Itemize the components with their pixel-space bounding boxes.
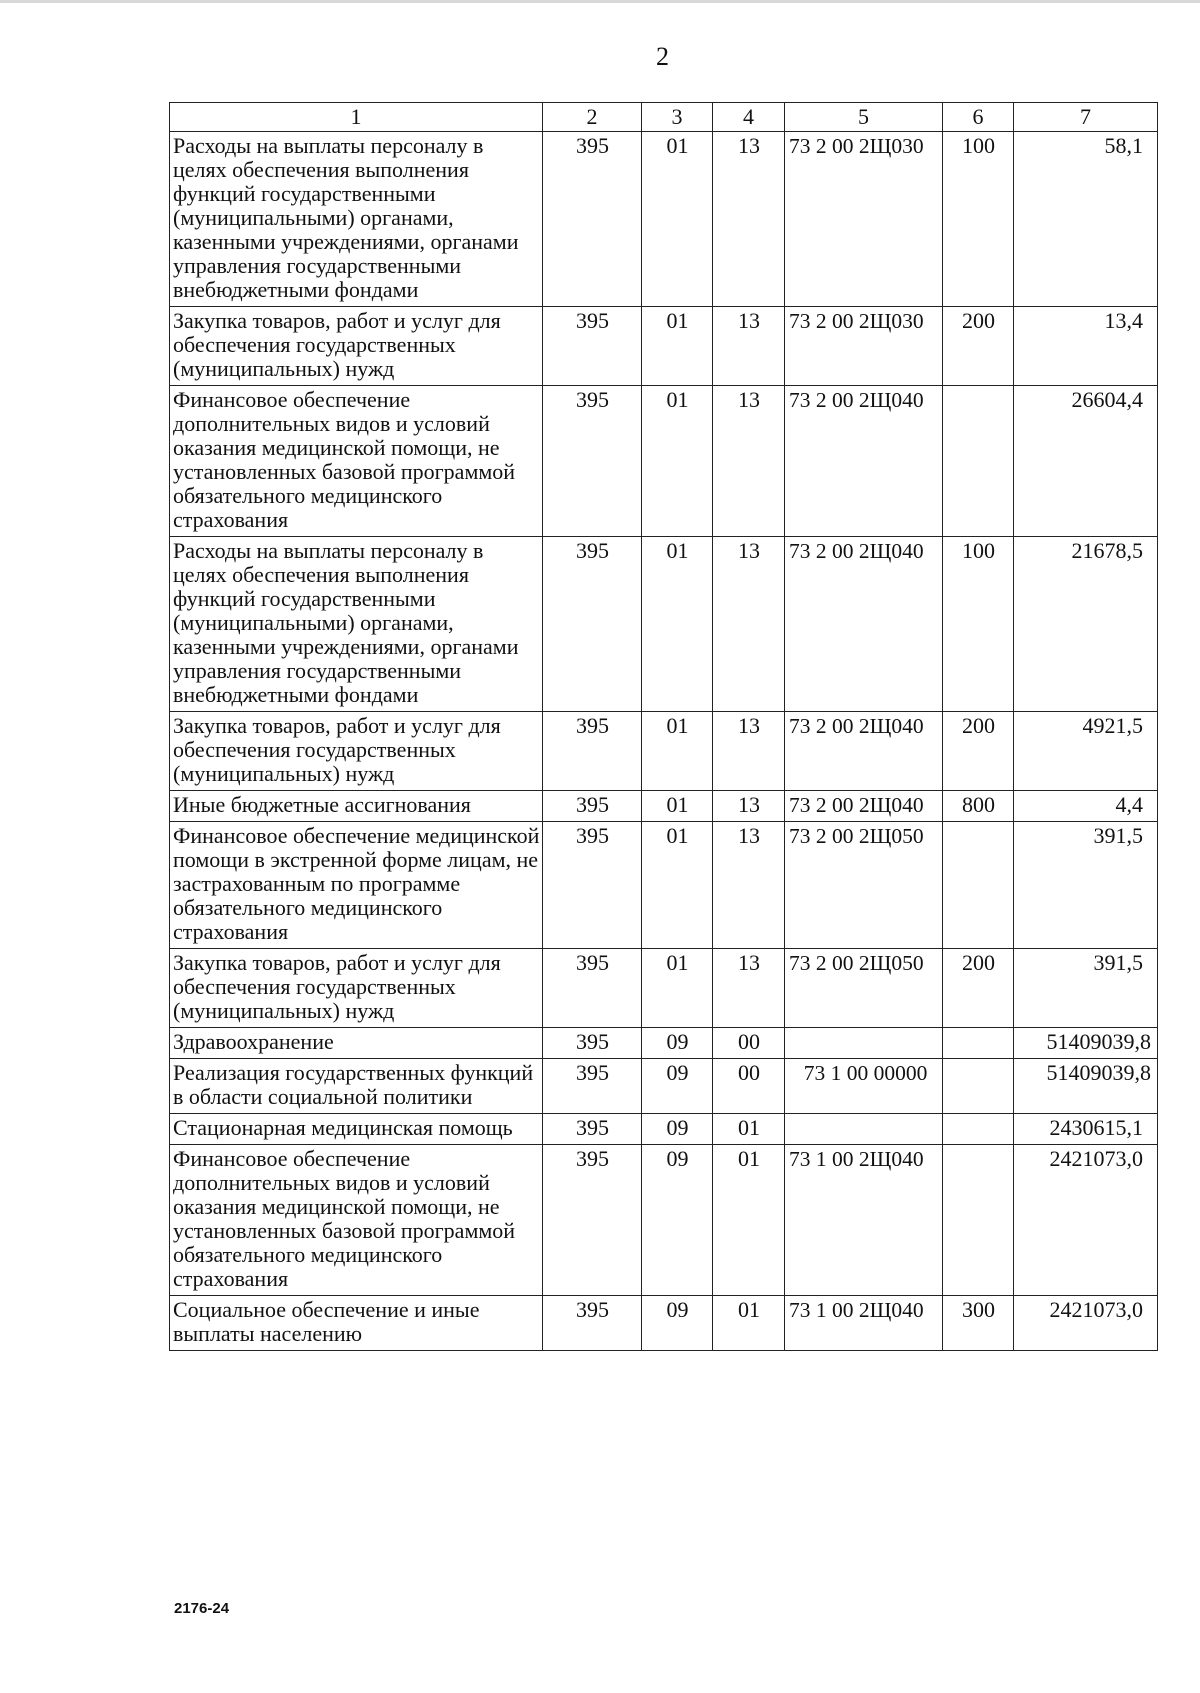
row-pr: 13 [713,132,785,307]
row-sum: 4,4 [1014,791,1158,822]
row-csr: 73 1 00 2Щ040 [785,1145,943,1296]
row-sum: 2421073,0 [1014,1296,1158,1351]
row-sum: 51409039,8 [1014,1028,1158,1059]
document-code: 2176-24 [174,1600,230,1617]
table-row [170,386,1158,537]
row-gr: 395 [543,537,642,712]
column-header: 3 [642,103,713,132]
table-row [170,537,1158,712]
row-name: Расходы на выплаты персоналу в целях обеспечения выполнения функций государственными (муниципальными) органами, казенными учреждениями, органами управления государственными внебюджетными фондами [170,537,543,712]
row-vr: 300 [943,1296,1014,1351]
row-gr: 395 [543,1028,642,1059]
row-gr: 395 [543,791,642,822]
table-header-row [170,103,1158,132]
column-header: 6 [943,103,1014,132]
row-sum: 391,5 [1014,949,1158,1028]
row-rz: 01 [642,386,713,537]
row-pr: 13 [713,791,785,822]
row-sum: 2421073,0 [1014,1145,1158,1296]
table-row [170,307,1158,386]
row-rz: 09 [642,1028,713,1059]
row-vr [943,386,1014,537]
column-header: 1 [170,103,543,132]
row-csr [785,1028,943,1059]
row-rz: 01 [642,712,713,791]
row-name: Закупка товаров, работ и услуг для обеспечения государственных (муниципальных) нужд [170,307,543,386]
row-sum: 391,5 [1014,822,1158,949]
row-gr: 395 [543,132,642,307]
table-row [170,949,1158,1028]
row-name: Иные бюджетные ассигнования [170,791,543,822]
row-rz: 09 [642,1059,713,1114]
row-csr: 73 2 00 2Щ040 [785,537,943,712]
row-gr: 395 [543,949,642,1028]
scan-edge [0,0,1200,3]
row-csr [785,1114,943,1145]
row-vr [943,1059,1014,1114]
row-rz: 01 [642,537,713,712]
row-rz: 09 [642,1296,713,1351]
row-name: Социальное обеспечение и иные выплаты населению [170,1296,543,1351]
row-pr: 00 [713,1028,785,1059]
row-pr: 00 [713,1059,785,1114]
table-row [170,822,1158,949]
row-vr: 100 [943,537,1014,712]
table-row [170,1145,1158,1296]
row-name: Стационарная медицинская помощь [170,1114,543,1145]
row-pr: 13 [713,822,785,949]
row-pr: 13 [713,307,785,386]
row-name: Реализация государственных функций в области социальной политики [170,1059,543,1114]
row-sum: 2430615,1 [1014,1114,1158,1145]
row-csr: 73 2 00 2Щ040 [785,386,943,537]
row-name: Закупка товаров, работ и услуг для обеспечения государственных (муниципальных) нужд [170,712,543,791]
row-name: Финансовое обеспечение медицинской помощи в экстренной форме лицам, не застрахованным по программе обязательного медицинского страхования [170,822,543,949]
row-sum: 51409039,8 [1014,1059,1158,1114]
row-pr: 13 [713,386,785,537]
table-row [170,712,1158,791]
row-pr: 13 [713,537,785,712]
row-name: Финансовое обеспечение дополнительных видов и условий оказания медицинской помощи, не установленных базовой программой обязательного медицинского страхования [170,1145,543,1296]
row-rz: 01 [642,949,713,1028]
column-header: 5 [785,103,943,132]
row-gr: 395 [543,822,642,949]
row-sum: 58,1 [1014,132,1158,307]
row-sum: 21678,5 [1014,537,1158,712]
table-row [170,1028,1158,1059]
row-csr: 73 2 00 2Щ040 [785,712,943,791]
row-name: Финансовое обеспечение дополнительных видов и условий оказания медицинской помощи, не установленных базовой программой обязательного медицинского страхования [170,386,543,537]
row-gr: 395 [543,1059,642,1114]
row-csr: 73 2 00 2Щ040 [785,791,943,822]
table-row [170,132,1158,307]
row-csr: 73 2 00 2Щ030 [785,307,943,386]
row-rz: 09 [642,1114,713,1145]
row-rz: 01 [642,307,713,386]
row-rz: 01 [642,132,713,307]
row-gr: 395 [543,307,642,386]
row-pr: 01 [713,1145,785,1296]
row-gr: 395 [543,1145,642,1296]
row-pr: 13 [713,712,785,791]
row-sum: 13,4 [1014,307,1158,386]
row-vr: 100 [943,132,1014,307]
row-pr: 13 [713,949,785,1028]
row-csr: 73 2 00 2Щ050 [785,949,943,1028]
row-csr: 73 2 00 2Щ050 [785,822,943,949]
row-rz: 09 [642,1145,713,1296]
row-vr [943,1114,1014,1145]
row-sum: 4921,5 [1014,712,1158,791]
row-gr: 395 [543,1296,642,1351]
column-header: 2 [543,103,642,132]
row-csr: 73 1 00 00000 [785,1059,943,1114]
column-header: 4 [713,103,785,132]
row-sum: 26604,4 [1014,386,1158,537]
row-rz: 01 [642,822,713,949]
budget-table [169,102,1158,1351]
row-name: Здравоохранение [170,1028,543,1059]
row-gr: 395 [543,712,642,791]
row-name: Расходы на выплаты персоналу в целях обеспечения выполнения функций государственными (муниципальными) органами, казенными учреждениями, органами управления государственными внебюджетными фондами [170,132,543,307]
row-vr: 200 [943,712,1014,791]
row-vr [943,1145,1014,1296]
row-csr: 73 1 00 2Щ040 [785,1296,943,1351]
row-gr: 395 [543,1114,642,1145]
row-vr: 200 [943,307,1014,386]
table-row [170,1114,1158,1145]
page-number: 2 [656,42,669,71]
row-pr: 01 [713,1296,785,1351]
row-vr: 800 [943,791,1014,822]
row-pr: 01 [713,1114,785,1145]
table-row [170,1059,1158,1114]
row-vr [943,822,1014,949]
column-header: 7 [1014,103,1158,132]
row-vr [943,1028,1014,1059]
row-rz: 01 [642,791,713,822]
table-row [170,1296,1158,1351]
row-name: Закупка товаров, работ и услуг для обеспечения государственных (муниципальных) нужд [170,949,543,1028]
row-vr: 200 [943,949,1014,1028]
row-csr: 73 2 00 2Щ030 [785,132,943,307]
table-row [170,791,1158,822]
row-gr: 395 [543,386,642,537]
